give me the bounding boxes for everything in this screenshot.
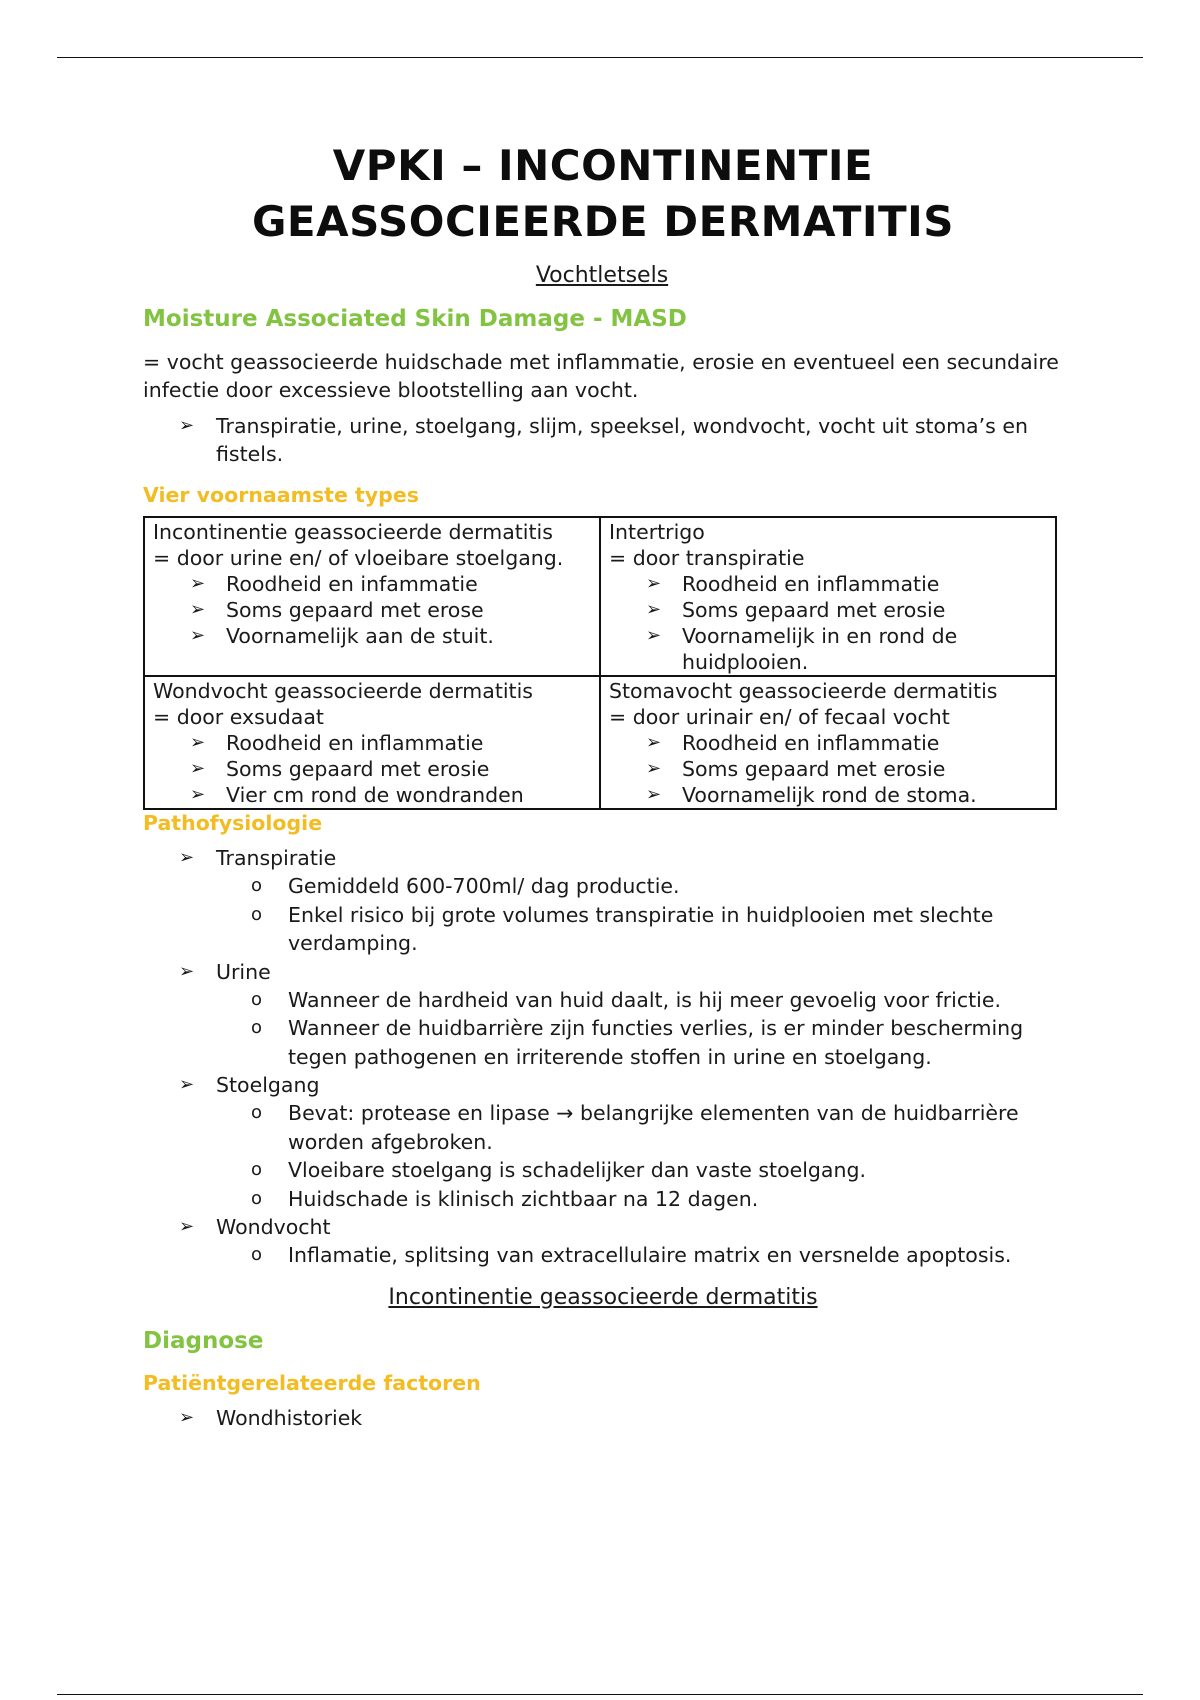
cell-bullet-text: Roodheid en infammatie — [226, 572, 478, 596]
sub-list-item-text: Inflamatie, splitsing van extracellulaire matrix en versnelde apoptosis. — [288, 1243, 1012, 1267]
table-cell — [600, 676, 1056, 809]
sub-list — [216, 1241, 1063, 1270]
cell-bullet — [153, 571, 591, 597]
cell-title: Incontinentie geassocieerde dermatitis — [153, 520, 553, 544]
circle-bullet-icon: o — [251, 903, 263, 925]
sub-list-item-text: Gemiddeld 600-700ml/ dag productie. — [288, 874, 680, 898]
cell-bullet — [153, 782, 591, 808]
title-line-2: GEASSOCIEERDE DERMATITIS — [251, 197, 955, 246]
section-heading-iad: Incontinentie geassocieerde dermatitis — [388, 1284, 818, 1310]
masd-definition: = vocht geassocieerde huidschade met inflammatie, erosie en eventueel een secundaire infectie door excessieve blootstelling aan vocht. — [143, 350, 1059, 402]
arrow-bullet-icon: ➢ — [190, 758, 206, 779]
sub-list — [216, 986, 1063, 1072]
sub-list-item-text: Vloeibare stoelgang is schadelijker dan vaste stoelgang. — [288, 1158, 867, 1182]
patient-factors-list — [143, 1404, 1063, 1432]
cell-bullet-text: Vier cm rond de wondranden — [226, 783, 524, 807]
table-row — [144, 517, 1056, 676]
pathofysiologie-list — [143, 844, 1063, 1270]
arrow-bullet-icon: ➢ — [646, 599, 662, 620]
masd-bullet-list — [143, 412, 1063, 468]
cell-bullet — [153, 623, 591, 649]
sub-list-item-text: Wanneer de huidbarrière zijn functies verlies, is er minder bescherming tegen pathogenen en irriterende stoffen in urine en stoelgang. — [288, 1016, 1024, 1069]
circle-bullet-icon: o — [251, 1187, 263, 1209]
sub-list-item-text: Enkel risico bij grote volumes transpiratie in huidplooien met slechte verdamping. — [288, 902, 994, 955]
sub-list — [216, 1099, 1063, 1213]
sub-list-item — [143, 1099, 1063, 1156]
cell-bullet — [153, 597, 591, 623]
arrow-bullet-icon: ➢ — [646, 732, 662, 753]
list-item — [143, 1071, 1063, 1213]
arrow-bullet-icon: ➢ — [179, 1074, 195, 1095]
arrow-bullet-icon: ➢ — [646, 573, 662, 594]
cell-bullet-text: Voornamelijk aan de stuit. — [226, 624, 494, 648]
list-item-text: Stoelgang — [216, 1073, 320, 1097]
list-item-text: Transpiratie, urine, stoelgang, slijm, speeksel, wondvocht, vocht uit stoma’s en fistels. — [216, 414, 1028, 466]
types-table — [143, 516, 1057, 810]
masd-heading: Moisture Associated Skin Damage - MASD — [143, 306, 687, 332]
arrow-bullet-icon: ➢ — [179, 1406, 195, 1428]
document-body — [143, 138, 1063, 1432]
list-item — [143, 1404, 1063, 1432]
list-item — [143, 844, 1063, 958]
section-heading-vochtletsels: Vochtletsels — [535, 263, 669, 288]
title-line-1: VPKI – INCONTINENTIE — [332, 141, 874, 190]
cell-bullet-text: Soms gepaard met erose — [226, 598, 484, 622]
sub-list-item — [143, 1156, 1063, 1185]
table-row — [144, 676, 1056, 809]
table-cell — [144, 676, 600, 809]
arrow-bullet-icon: ➢ — [179, 415, 195, 436]
cell-bullet-text: Soms gepaard met erosie — [226, 757, 490, 781]
cell-bullet-text: Roodheid en inflammatie — [682, 731, 940, 755]
circle-bullet-icon: o — [251, 1159, 263, 1180]
arrow-bullet-icon: ➢ — [179, 960, 195, 982]
circle-bullet-icon: o — [251, 1244, 263, 1265]
cell-bullet — [609, 782, 1047, 808]
sub-list-item-text: Bevat: protease en lipase → belangrijke elementen van de huidbarrière worden afgebroken. — [288, 1101, 1019, 1154]
cell-bullet — [609, 756, 1047, 782]
cell-bullet-text: Soms gepaard met erosie — [682, 598, 946, 622]
document-title — [143, 138, 1063, 250]
sub-list-item-text: Wanneer de hardheid van huid daalt, is hij meer gevoelig voor frictie. — [288, 987, 1001, 1012]
cell-title: Wondvocht geassocieerde dermatitis — [153, 679, 533, 703]
sub-list-item — [143, 1241, 1063, 1270]
circle-bullet-icon: o — [251, 1017, 263, 1038]
sub-list-item — [143, 1185, 1063, 1214]
arrow-bullet-icon: ➢ — [190, 784, 206, 805]
cell-description: = door urinair en/ of fecaal vocht — [609, 705, 950, 729]
list-item-text: Urine — [216, 959, 271, 984]
list-item — [143, 412, 1063, 468]
cell-bullet-text: Voornamelijk in en rond de huidplooien. — [682, 624, 958, 674]
arrow-bullet-icon: ➢ — [179, 847, 195, 868]
arrow-bullet-icon: ➢ — [190, 573, 206, 594]
arrow-bullet-icon: ➢ — [646, 758, 662, 779]
cell-bullet-text: Roodheid en inflammatie — [226, 731, 484, 755]
sub-list-item — [143, 872, 1063, 901]
cell-title: Stomavocht geassocieerde dermatitis — [609, 679, 998, 703]
circle-bullet-icon: o — [251, 1102, 263, 1123]
cell-description: = door transpiratie — [609, 546, 805, 570]
cell-bullet-text: Soms gepaard met erosie — [682, 757, 946, 781]
cell-description: = door urine en/ of vloeibare stoelgang. — [153, 546, 564, 570]
arrow-bullet-icon: ➢ — [646, 784, 662, 805]
cell-bullet — [153, 756, 591, 782]
cell-bullet-text: Roodheid en inflammatie — [682, 572, 940, 596]
circle-bullet-icon: o — [251, 988, 263, 1010]
cell-bullet — [609, 623, 1047, 675]
types-heading: Vier voornaamste types — [143, 483, 419, 507]
pathofysiologie-heading: Pathofysiologie — [143, 811, 323, 835]
top-rule — [57, 57, 1143, 58]
circle-bullet-icon: o — [251, 875, 263, 896]
arrow-bullet-icon: ➢ — [179, 1216, 195, 1237]
arrow-bullet-icon: ➢ — [190, 732, 206, 753]
list-item-text: Wondvocht — [216, 1215, 331, 1239]
sub-list — [216, 872, 1063, 958]
list-item — [143, 1213, 1063, 1270]
cell-bullet — [609, 597, 1047, 623]
table-cell — [144, 517, 600, 676]
sub-list-item — [143, 1014, 1063, 1071]
cell-bullet — [153, 730, 591, 756]
cell-title: Intertrigo — [609, 520, 705, 544]
arrow-bullet-icon: ➢ — [646, 625, 662, 646]
list-item-text: Wondhistoriek — [216, 1405, 363, 1430]
diagnose-heading: Diagnose — [143, 1327, 264, 1354]
list-item-text: Transpiratie — [216, 846, 337, 870]
sub-list-item — [143, 986, 1063, 1015]
bottom-rule — [57, 1694, 1143, 1695]
sub-list-item — [143, 901, 1063, 958]
list-item — [143, 958, 1063, 1072]
sub-list-item-text: Huidschade is klinisch zichtbaar na 12 dagen. — [288, 1186, 759, 1211]
cell-bullet-text: Voornamelijk rond de stoma. — [682, 783, 977, 807]
cell-bullet — [609, 571, 1047, 597]
cell-bullet — [609, 730, 1047, 756]
arrow-bullet-icon: ➢ — [190, 599, 206, 620]
arrow-bullet-icon: ➢ — [190, 625, 206, 646]
cell-description: = door exsudaat — [153, 705, 324, 729]
table-cell — [600, 517, 1056, 676]
patient-factors-heading: Patiëntgerelateerde factoren — [143, 1370, 481, 1395]
